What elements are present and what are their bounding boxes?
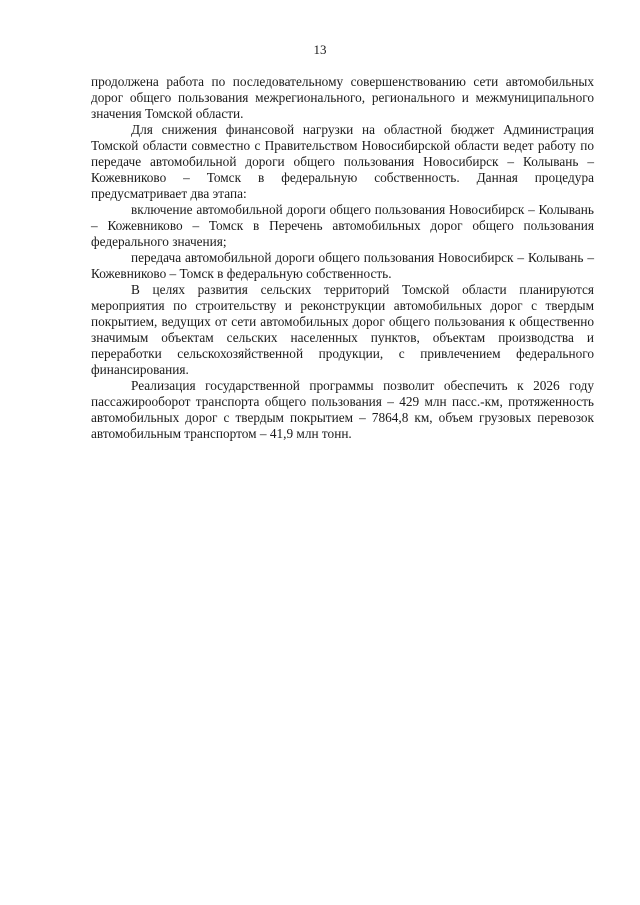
paragraph-federal-transfer: Для снижения финансовой нагрузки на областной бюджет Администрация Томской области совместно с Правительством Новосибирской области ведет работу по передаче автомобильной дороги общего пользования Новосибирск – Колывань – Кожевниково – Томск в федеральную собственность. Данная процедура предусматривает два этапа: <box>91 122 594 201</box>
paragraph-road-network: продолжена работа по последовательному совершенствованию сети автомобильных дорог общего пользования межрегионального, регионального и межмуниципального значения Томской области. <box>91 74 594 121</box>
paragraph-program-results: Реализация государственной программы позволит обеспечить к 2026 году пассажирооборот транспорта общего пользования – 429 млн пасс.-км, протяженность автомобильных дорог с твердым покрытием – 7864,8 км, объем грузовых перевозок автомобильным транспортом – 41,9 млн тонн. <box>91 378 594 441</box>
paragraph-rural-development: В целях развития сельских территорий Томской области планируются мероприятия по строительству и реконструкции автомобильных дорог с твердым покрытием, ведущих от сети автомобильных дорог общего пользования к общественно значимым объектам сельских населенных пунктов, объектам производства и переработки сельскохозяйственной продукции, с привлечением федерального финансирования. <box>91 282 594 377</box>
paragraph-stage-one: включение автомобильной дороги общего пользования Новосибирск – Колывань – Кожевниково – Томск в Перечень автомобильных дорог общего пользования федерального значения; <box>91 202 594 249</box>
page-number: 13 <box>313 42 327 57</box>
document-body <box>91 74 594 442</box>
paragraph-stage-two: передача автомобильной дороги общего пользования Новосибирск – Колывань – Кожевниково – Томск в федеральную собственность. <box>91 250 594 281</box>
